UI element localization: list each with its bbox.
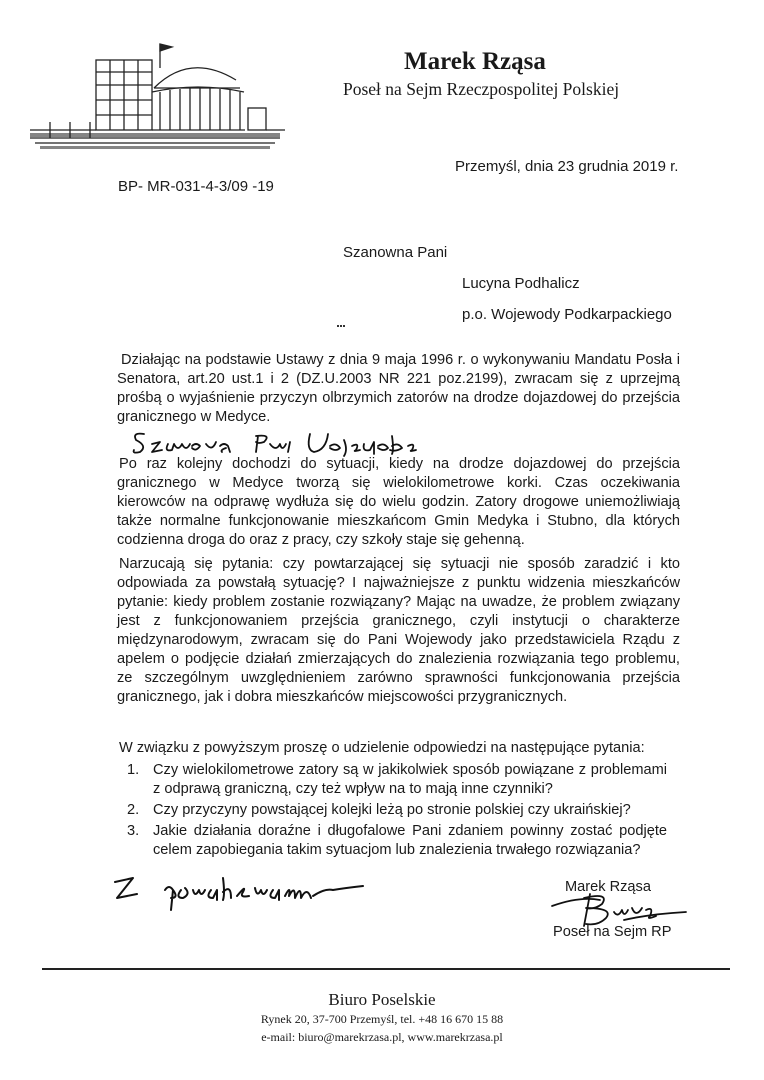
- question-text: Czy wielokilometrowe zatory są w jakikolwiek sposób powiązane z problemami z odprawą graniczną, czy też wpływ na to mają inne czynniki?: [153, 762, 667, 797]
- recipient-title: p.o. Wojewody Podkarpackiego: [462, 306, 672, 323]
- list-item: 1. Czy wielokilometrowe zatory są w jakikolwiek sposób powiązane z problemami z odprawą graniczną, czy też wpływ na to mają inne czynniki?: [127, 762, 667, 797]
- signature-name: Marek Rząsa: [565, 879, 651, 895]
- question-text: Jakie działania doraźne i długofalowe Pani zdaniem powinny zostać podjęte celem zapobiegania takim sytuacjom lub znalezienia trwałego rozwiązania?: [153, 823, 667, 858]
- handwritten-closing: [105, 868, 375, 918]
- footer-address: Rynek 20, 37-700 Przemyśl, tel. +48 16 670 15 88: [260, 1012, 504, 1026]
- sejm-building-logo: [30, 30, 290, 160]
- list-item: 3. Jakie działania doraźne i długofalowe Pani zdaniem powinny zostać podjęte celem zapobiegania takim sytuacjom lub znalezienia trwałego rozwiązania?: [127, 823, 667, 858]
- recipient-greeting: Szanowna Pani: [343, 244, 448, 261]
- recipient-name: Lucyna Podhalicz: [462, 275, 580, 292]
- question-text: Czy przyczyny powstającej kolejki leżą po stronie polskiej czy ukraińskiej?: [153, 802, 631, 818]
- footer-office: Biuro Poselskie: [328, 990, 436, 1009]
- paragraph-4: W związku z powyższym proszę o udzielenie odpowiedzi na następujące pytania:: [119, 740, 645, 756]
- sender-name: Marek Rząsa: [404, 48, 546, 75]
- paragraph-2: Po raz kolejny dochodzi do sytuacji, kiedy na drodze dojazdowej do przejścia granicznego w Medyce tworzą się wielokilometrowe korki. Czas oczekiwania kierowców na odprawę wydłuża się do wielu godzin. Zatory drogowe uniemożliwiają także normalne funkcjonowanie mieszkańcom Gmin Medyka i Stubno, dla których codzienna droga do oraz z pracy, czy szkoły staje się gehenną.: [117, 456, 680, 548]
- list-item: 2. Czy przyczyny powstającej kolejki leżą po stronie polskiej czy ukraińskiej?: [127, 802, 631, 818]
- questions-list: [127, 761, 667, 862]
- handwritten-salutation: [130, 428, 470, 458]
- sender-role: Poseł na Sejm Rzeczpospolitej Polskiej: [343, 79, 620, 99]
- footer-contact: e-mail: biuro@marekrzasa.pl, www.marekrzasa.pl: [261, 1030, 503, 1044]
- letter-date: Przemyśl, dnia 23 grudnia 2019 r.: [455, 158, 679, 175]
- paragraph-1: Działając na podstawie Ustawy z dnia 9 maja 1996 r. o wykonywaniu Mandatu Posła i Senatora, art.20 ust.1 i 2 (DZ.U.2003 NR 221 poz.2199), zwracam się z uprzejmą prośbą o wyjaśnienie przyczyn olbrzymich zatorów na drodze dojazdowej do przejścia granicznego w Medyce.: [117, 352, 680, 425]
- reference-number: BP- MR-031-4-3/09 -19: [118, 178, 274, 195]
- stray-mark: [337, 325, 345, 330]
- signature-role: Poseł na Sejm RP: [553, 924, 672, 940]
- paragraph-3: Narzucają się pytania: czy powtarzającej się sytuacji nie sposób zaradzić i kto odpowiada za powstałą sytuację? I najważniejsze z punktu widzenia mieszkańców pytanie: kiedy problem zostanie rozwiązany? Mając na uwadze, że problem związany jest z funkcjonowaniem przejścia granicznego, czyli instytucji o charakterze międzynarodowym, zwracam się do Pani Wojewody jako przedstawiciela Rządu z apelem o podjęcie działań zmierzających do znalezienia rozwiązania tego problemu, ze szczególnym uwzględnieniem zarówno sprawności funkcjonowania przejścia granicznego, jak i dobra mieszkańców miejscowości przygranicznych.: [117, 556, 680, 705]
- footer-divider: [42, 968, 730, 970]
